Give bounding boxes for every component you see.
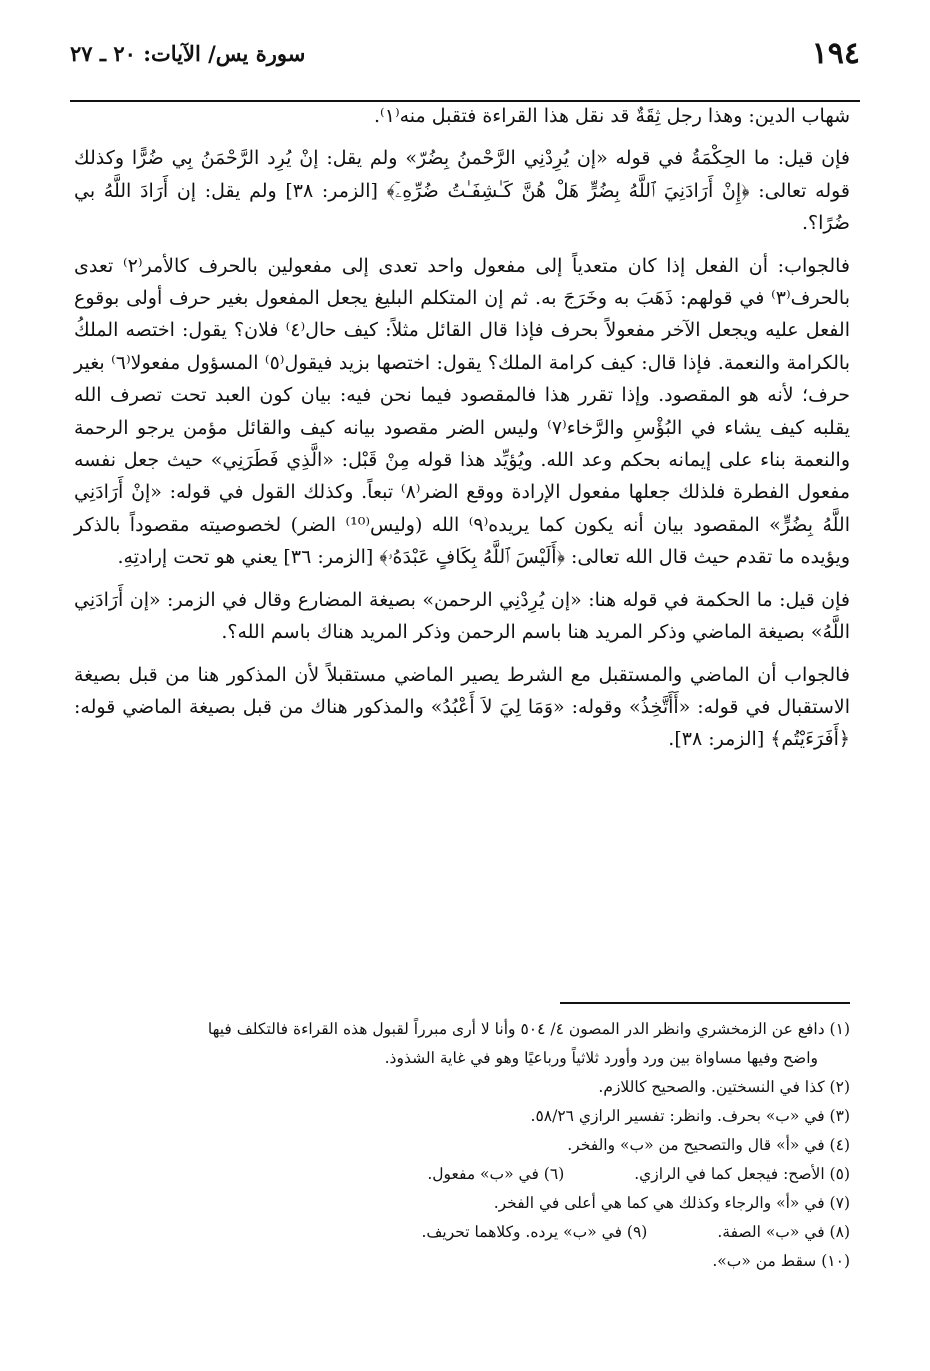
paragraph: فالجواب: أن الفعل إذا كان متعدياً إلى مفعول واحد تعدى إلى مفعولين بالحرف كالأمر⁽٢⁾ تعدى بالحرف⁽٣⁾ في قولهم: ذَهَبَ به وخَرَجَ به. ثم إن المتكلم البليغ يجعل المفعول بغير حرف أولى بوقوع الفعل عليه ويجعل الآخر مفعولاً بحرف فإذا قال القائل مثلاً: كيف حال⁽٤⁾ فلان؟ يقول: اختصه الملكُ بالكرامة والنعمة. فإذا قال: كيف كرامة الملك؟ يقول: اختصها بزيد فيقول⁽٥⁾ المسؤول مفعولا⁽٦⁾ بغير حرف؛ لأنه هو المقصود. وإذا تقرر هذا فالمقصود فيما نحن فيه: بيان كون العبد تحت تصرف الله يقلبه كيف يشاء في البُؤْسِ والرَّخاء⁽٧⁾ وليس الضر مقصود بيانه كيف والقائل مؤمن يرجو الرحمة والنعمة بناء على إيمانه بحكم وعد الله. ويُؤيِّد هذا قوله مِنْ قَبْل: «الَّذِي فَطَرَنِي» حيث جعل نفسه مفعول الفطرة فلذلك جعلها مفعول الإرادة ووقع الضر⁽٨⁾ تبعاً. وكذلك القول في قوله: «إنْ أَرَادَنِي اللَّهُ بِضُرٍّ» المقصود بيان أنه يكون كما يريده⁽٩⁾ الله (وليس⁽¹⁰⁾ الضر) لخصوصيته مقصوداً بالذكر ويؤيده ما تقدم حيث قال الله تعالى: ﴿أَلَيْسَ ٱللَّهُ بِكَافٍ عَبْدَهُۥ﴾ [الزمر: ٣٦] يعني هو تحت إرادتِهِ. [74, 254, 851, 569]
footnotes [74, 1015, 850, 1276]
footnote-1: (١) دافع عن الزمخشري وانظر الدر المصون ٤/ ٥٠٤ وأنا لا أرى مبرراً لقبول هذه القراءة فالتكلف فيها [207, 1020, 850, 1038]
footnote-4: (٤) في «أ» قال والتصحيح من «ب» والفخر. [567, 1136, 850, 1154]
page-number: ١٩٤ [811, 36, 860, 71]
paragraph: فإن قيل: ما الحِكْمَةُ في قوله «إن يُرِدْنِي الرَّحْمنُ بِضُرّ» ولم يقل: إنْ يُرِد الرَّحْمَنُ بِي ضُرًّا وكذلك قوله تعالى: ﴿إِنْ أَرَادَنِيَ ٱللَّهُ بِضُرٍّ هَلْ هُنَّ كَـٰشِفَـٰتُ ضُرِّهِۦٓ﴾ [الزمر: ٣٨] ولم يقل: إن أَرَادَ اللَّهُ بي ضُرًا؟. [74, 147, 851, 235]
footnote-7: (٧) في «أ» والرجاء وكذلك هي كما هي أعلى في الفخر. [493, 1194, 850, 1212]
main-text [74, 100, 850, 766]
paragraph: فالجواب أن الماضي والمستقبل مع الشرط يصير الماضي مستقبلاً لأن المذكور هنا من قبل بصيغة الاستقبال في قوله: «أَأَتَّخِذُ» وقوله: «وَمَا لِيَ لاَ أَعْبُدُ» والمذكور هناك من قبل بصيغة الماضي قوله: ﴿أَفَرَءَيْتُم﴾ [الزمر: ٣٨]. [74, 663, 851, 751]
footnote-separator [560, 1002, 850, 1004]
footnote-1-continuation: واضح وفيها مساواة بين ورد وأورد ثلاثياً ورباعيًا وهو في غاية الشذوذ. [384, 1049, 818, 1067]
paragraph: فإن قيل: ما الحكمة في قوله هنا: «إن يُرِدْنِي الرحمن» بصيغة المضارع وقال في الزمر: «إن أَرَادَنِي اللَّهُ» بصيغة الماضي وذكر المريد هنا باسم الرحمن وذكر المريد هناك باسم الله؟. [74, 588, 850, 644]
footnote-row [74, 1160, 850, 1189]
footnote-9: (٩) في «ب» يرده. وكلاهما تحريف. [421, 1223, 648, 1241]
paragraph: شهاب الدين: وهذا رجل ثِقَةٌ قد نقل هذا القراءة فتقبل منه⁽١⁾. [374, 105, 850, 127]
footnote-10: (١٠) سقط من «ب». [712, 1252, 850, 1270]
running-title: سورة يس/ الآيات: ٢٠ ـ ٢٧ [70, 41, 306, 66]
footnote-8: (٨) في «ب» الصفة. [717, 1223, 850, 1241]
footnote-row [74, 1218, 850, 1247]
footnote-6: (٦) في «ب» مفعول. [427, 1165, 565, 1183]
footnote-3: (٣) في «ب» بحرف. وانظر: تفسير الرازي ٥٨/٢٦. [530, 1107, 850, 1125]
footnote-5: (٥) الأصح: فيجعل كما في الرازي. [634, 1165, 850, 1183]
page-header [70, 36, 860, 72]
footnote-2: (٢) كذا في النسختين. والصحيح كاللازم. [598, 1078, 850, 1096]
